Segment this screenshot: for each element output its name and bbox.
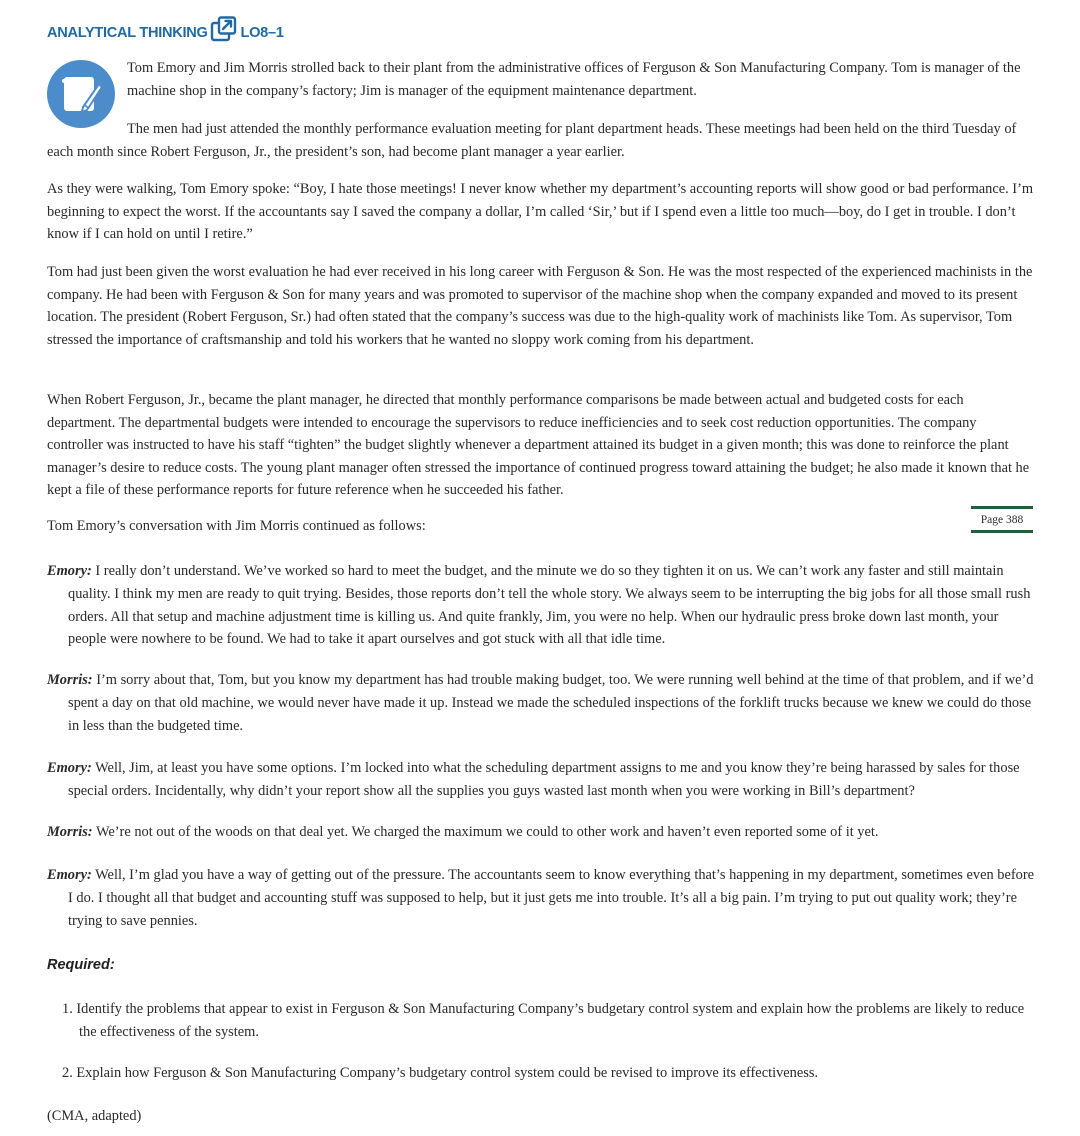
dialogue-text: Well, I’m glad you have a way of getting out of the pressure. The accountants seem to know everything that’s happening in my department, sometimes even before I do. I thought all that budget and accounting stuff was supposed to help, but it just gets me into trouble. It’s all a big pain. I’m trying to put out quality work; they’re trying to save pennies. — [68, 867, 1035, 929]
dialogue-text: I’m sorry about that, Tom, but you know my department has had trouble making budget, too. We were running well behind at the time of that problem, and if we’d spent a day on that old machine, we would never have made it up. Instead we made the scheduled inspections of the forklift trucks because we knew we could do those in less than the budgeted time. — [68, 672, 1034, 734]
source-citation: (CMA, adapted) — [47, 1108, 142, 1124]
required-item: 2. Explain how Ferguson & Son Manufacturing Company’s budgetary control system could be revised to improve its effectiveness. — [62, 1065, 819, 1081]
dialogue-text: Well, Jim, at least you have some options. I’m locked into what the scheduling department assigns to me and you know they’re being harassed by sales for those special orders. Incidentally, why didn’t your report show all the supplies you guys wasted last month when you were working in Bill’s department? — [68, 760, 1020, 799]
speaker-name: Emory: — [47, 867, 92, 883]
paragraph-conversation-intro: Tom Emory’s conversation with Jim Morris continued as follows: — [47, 518, 426, 534]
paragraph-evaluation: Tom had just been given the worst evaluation he had ever received in his long career with Ferguson & Son. He was the most respected of the experienced machinists in the company. He had been with Ferguson & Son for many years and was promoted to supervisor of the machine shop when the company expanded and moved to its present location. The president (Robert Ferguson, Sr.) had often stated that the company’s success was due to the high-quality work of machinists like Tom. As supervisor, Tom stressed the importance of craftsmanship and told his workers that he wanted no sloppy work coming from his department. — [47, 264, 1033, 348]
dialogue-line — [47, 757, 1035, 803]
speaker-name: Morris: — [47, 824, 93, 840]
dialogue-line — [47, 560, 1035, 651]
required-label: Required: — [47, 957, 115, 973]
paragraph-meeting: The men had just attended the monthly performance evaluation meeting for plant department heads. These meetings had been held on the third Tuesday of each month since Robert Ferguson, Jr., the president’s son, had become plant manager a year earlier. — [47, 121, 1017, 160]
speaker-name: Emory: — [47, 563, 92, 579]
external-link-icon[interactable] — [210, 16, 237, 44]
required-item: 1. Identify the problems that appear to exist in Ferguson & Son Manufacturing Company’s budgetary control system and explain how the problems are likely to reduce the effectiveness of the system. — [62, 1001, 1025, 1040]
paragraph-intro: Tom Emory and Jim Morris strolled back to their plant from the administrative offices of Ferguson & Son Manufacturing Company. Tom is manager of the machine shop in the company’s factory; Jim is manager of the equipment maintenance department. — [127, 60, 1021, 99]
speaker-name: Emory: — [47, 760, 92, 776]
page-number-marker: Page 388 — [971, 506, 1033, 533]
dialogue-text: I really don’t understand. We’ve worked so hard to meet the budget, and the minute we do so they tighten it on us. We can’t work any faster and still maintain quality. I think my men are ready to quit trying. Besides, those reports don’t tell the whole story. We always seem to be interrupting the big jobs for all those small rush orders. All that setup and machine adjustment time is killing us. And quite frankly, Jim, you were no help. When our hydraulic press broke down last month, your people were nowhere to be found. We had to take it apart ourselves and got stuck with all that idle time. — [68, 563, 1031, 648]
paragraph-walking: As they were walking, Tom Emory spoke: “Boy, I hate those meetings! I never know whether my department’s accounting reports will show good or bad performance. I’m beginning to expect the worst. If the accountants say I saved the company a dollar, I’m called ‘Sir,’ but if I spend even a little too much—boy, do I get in trouble. I don’t know if I can hold on until I retire.” — [47, 181, 1034, 242]
dialogue-text: We’re not out of the woods on that deal yet. We charged the maximum we could to other work and haven’t even reported some of it yet. — [95, 824, 879, 840]
dialogue-line — [47, 864, 1035, 932]
speaker-name: Morris: — [47, 672, 93, 688]
section-title: ANALYTICAL THINKING — [47, 25, 208, 41]
learning-objective: LO8–1 — [240, 25, 284, 41]
dialogue-line — [47, 669, 1035, 737]
paragraph-plant-manager: When Robert Ferguson, Jr., became the plant manager, he directed that monthly performance comparisons be made between actual and budgeted costs for each department. The departmental budgets were intended to encourage the supervisors to reduce inefficiencies and to seek cost reduction opportunities. The company controller was instructed to have his staff “tighten” the budget slightly whenever a department attained its budget in a given month; this was done to reinforce the plant manager’s desire to reduce costs. The young plant manager often stressed the importance of continued progress toward attaining the budget; he also made it known that he kept a file of these performance reports for future reference when he succeeded his father. — [47, 392, 1030, 498]
dialogue-line — [47, 821, 1035, 844]
section-heading — [47, 13, 284, 43]
